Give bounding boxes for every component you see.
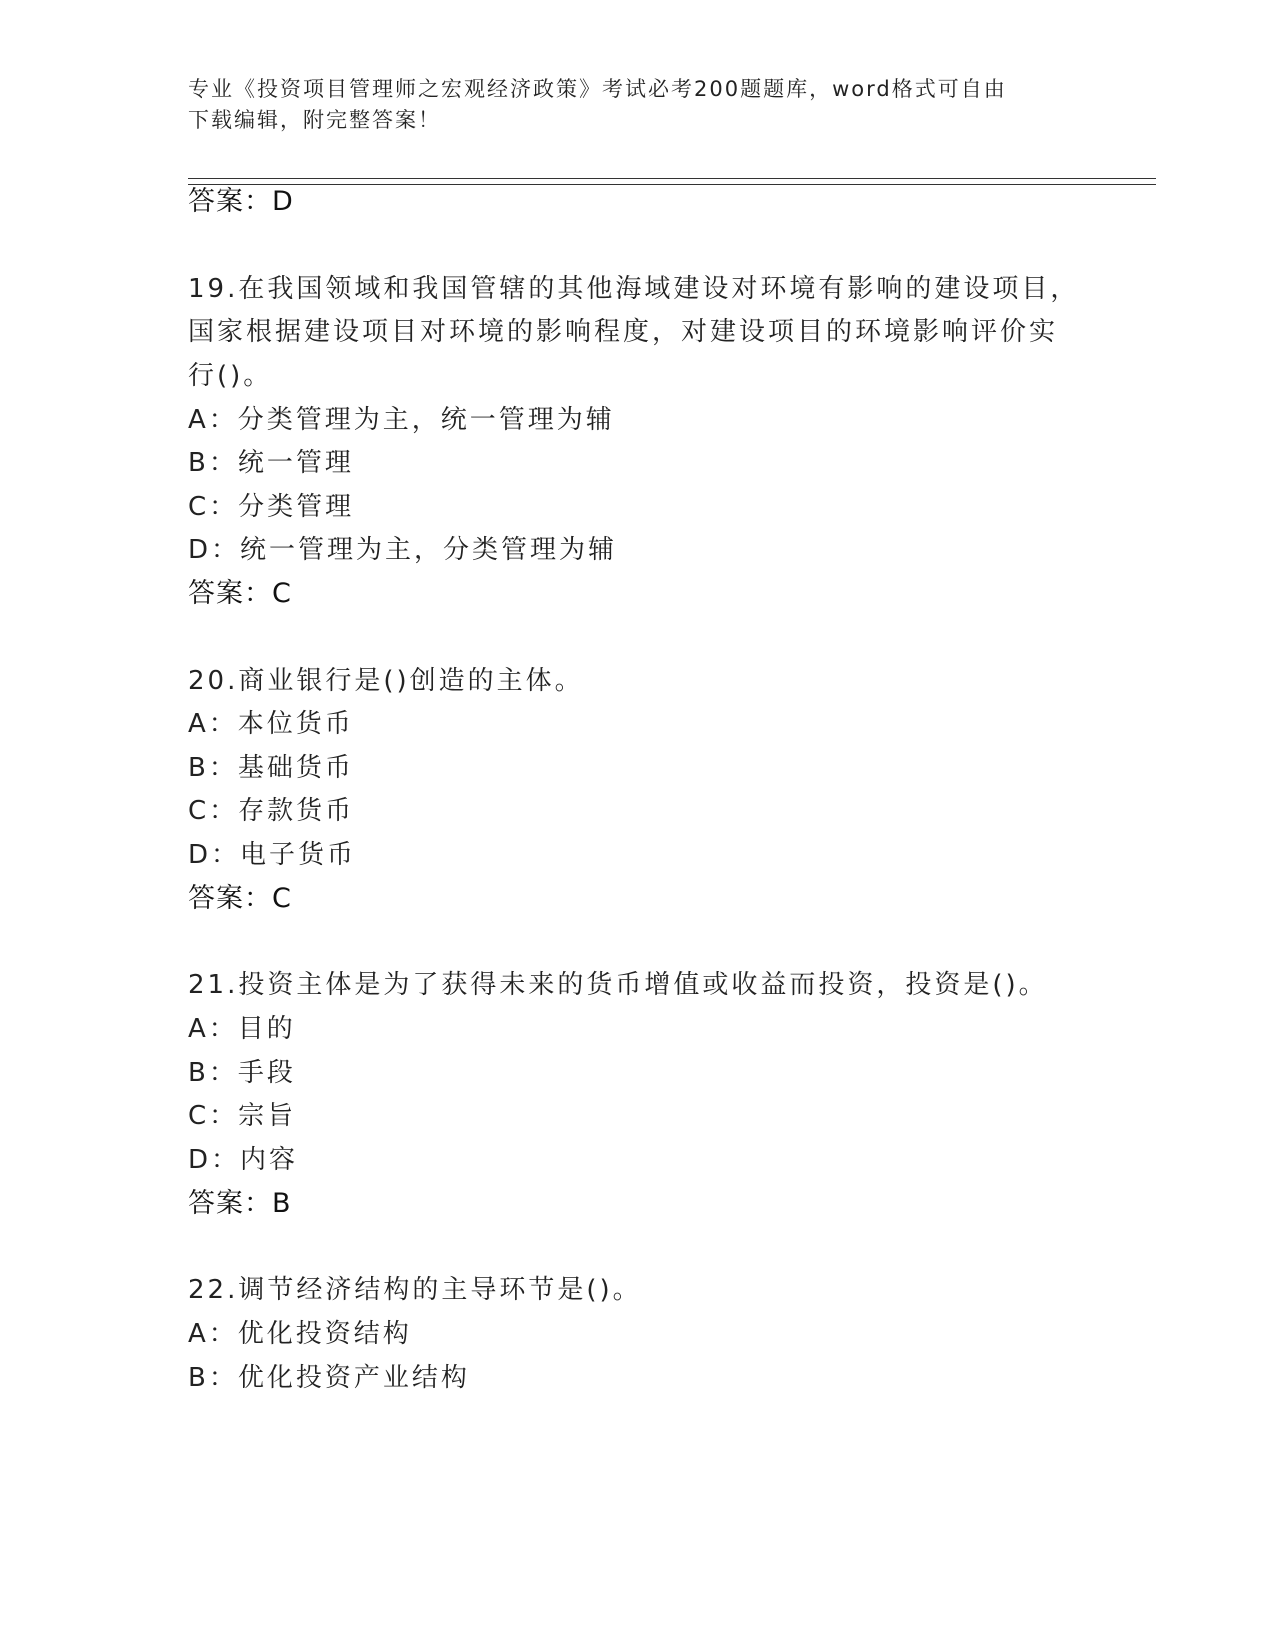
question-stem-line: 22.调节经济结构的主导环节是()。 [188, 1275, 642, 1305]
option-d: D：电子货币 [188, 840, 357, 870]
option-a: A：目的 [188, 1014, 296, 1044]
question-stem-line: 行()。 [188, 361, 273, 391]
option-b: B：优化投资产业结构 [188, 1363, 470, 1393]
option-a: A：优化投资结构 [188, 1319, 412, 1349]
answer: 答案：B [188, 1188, 292, 1219]
question-stem-line: 19.在我国领域和我国管辖的其他海域建设对环境有影响的建设项目， [188, 274, 1080, 304]
question-stem-line: 国家根据建设项目对环境的影响程度，对建设项目的环境影响评价实 [188, 317, 1059, 347]
option-b: B：统一管理 [188, 448, 354, 478]
header-title-line-2: 下载编辑，附完整答案！ [188, 108, 441, 132]
answer: 答案：C [188, 883, 292, 914]
option-c: C：宗旨 [188, 1101, 297, 1131]
option-a: A：分类管理为主，统一管理为辅 [188, 405, 615, 435]
answer: 答案：C [188, 578, 292, 609]
header-divider [188, 178, 1156, 185]
document-header [188, 74, 1088, 136]
option-a: A：本位货币 [188, 709, 354, 739]
question-stem-line: 21.投资主体是为了获得未来的货币增值或收益而投资，投资是()。 [188, 970, 1048, 1000]
option-d: D：内容 [188, 1145, 299, 1175]
option-d: D：统一管理为主，分类管理为辅 [188, 535, 618, 565]
header-title-line-1: 专业《投资项目管理师之宏观经济政策》考试必考200题题库，word格式可自由 [188, 77, 1007, 101]
option-b: B：手段 [188, 1058, 296, 1088]
option-c: C：存款货币 [188, 796, 355, 826]
question-stem-line: 20.商业银行是()创造的主体。 [188, 666, 584, 696]
option-c: C：分类管理 [188, 492, 355, 522]
previous-answer: 答案：D [188, 186, 294, 217]
option-b: B：基础货币 [188, 753, 354, 783]
